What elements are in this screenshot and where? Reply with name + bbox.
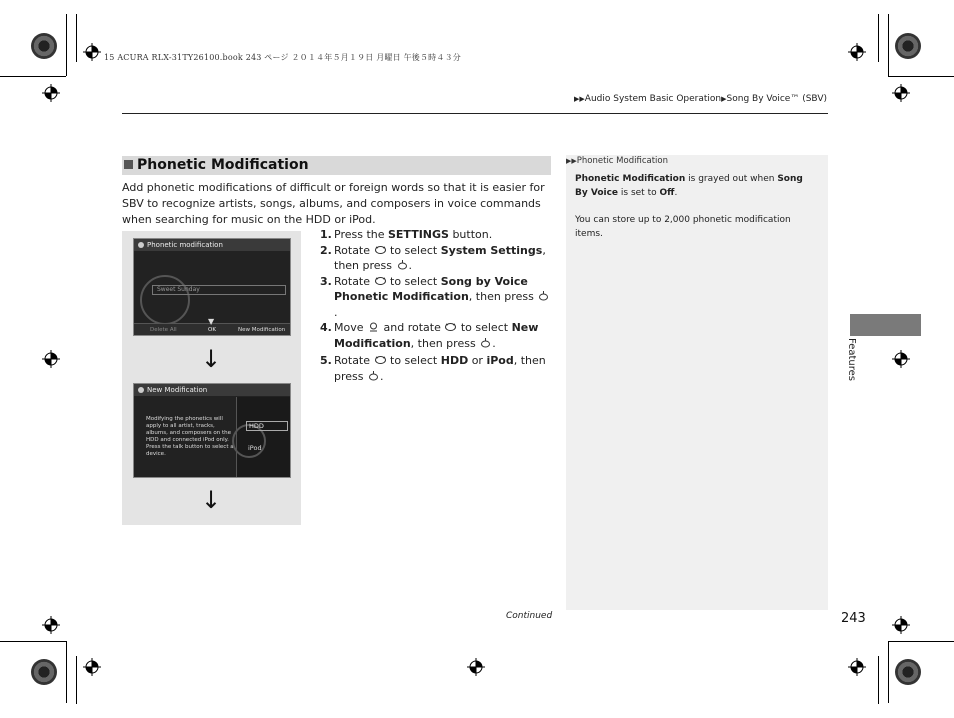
screen-header: Phonetic modification (134, 239, 290, 251)
down-arrow-icon: ↓ (201, 486, 222, 514)
list-item: Sweet Sunday (152, 285, 286, 295)
registration-mark (42, 84, 60, 102)
registration-rosette (895, 659, 921, 685)
step-2: 2. Rotate to select System Settings, then press . (320, 243, 546, 272)
note-arrow-icon: ▶▶ (566, 157, 577, 165)
breadcrumb-arrow-icon: ▶ (721, 95, 727, 103)
press-knob-icon (479, 338, 492, 348)
breadcrumb-arrow-icon: ▶▶ (574, 95, 585, 103)
crop-mark (66, 14, 67, 76)
press-knob-icon (367, 371, 380, 381)
breadcrumb-level2: Song By Voice™ (SBV) (726, 94, 827, 104)
crop-mark (0, 641, 66, 642)
steps-list (320, 227, 552, 384)
option-ipod: iPod (248, 444, 262, 452)
header-rule (122, 113, 828, 114)
move-knob-icon (367, 322, 380, 332)
registration-mark (42, 350, 60, 368)
rotate-knob-icon (374, 276, 387, 286)
intro-paragraph: Add phonetic modifications of difficult or foreign words so that it is easier for SBV to recognize artists, songs, albums, and composers in voice commands when searching for music on the HDD or iPod. (122, 181, 545, 226)
crop-mark (76, 656, 77, 704)
section-heading (122, 156, 551, 175)
crop-mark (888, 14, 889, 76)
continued-label: Continued (506, 611, 553, 621)
step-3: 3. Rotate to select Song by Voice Phonetic Modification, then press . (320, 274, 552, 321)
chapter-tab-label: Features (846, 338, 857, 381)
registration-rosette (895, 33, 921, 59)
registration-mark (892, 350, 910, 368)
step-1: 1. Press the SETTINGS button. (320, 228, 493, 241)
registration-rosette (31, 33, 57, 59)
crop-mark (878, 14, 879, 62)
screen-phonetic-modification (133, 238, 291, 336)
press-knob-icon (396, 260, 409, 270)
crop-mark (888, 76, 954, 77)
rotate-knob-icon (374, 355, 387, 365)
crop-mark (888, 641, 954, 642)
crop-mark (888, 641, 889, 703)
breadcrumb (574, 94, 827, 104)
rotate-knob-icon (444, 322, 457, 332)
registration-mark (848, 658, 866, 676)
registration-mark (83, 43, 101, 61)
crop-mark (76, 14, 77, 62)
press-knob-icon (537, 291, 550, 301)
screen-header: New Modification (134, 384, 290, 396)
crop-mark (878, 656, 879, 704)
cursor-down-icon: ▼ (208, 317, 215, 326)
dial-graphic (140, 275, 190, 325)
rotate-knob-icon (374, 245, 387, 255)
chapter-tab (850, 314, 921, 336)
print-info-line: 15 ACURA RLX-31TY26100.book 243 ページ ２０１４年５月１９日 月曜日 午後５時４３分 (104, 53, 461, 62)
registration-mark (892, 84, 910, 102)
registration-mark (83, 658, 101, 676)
screen-new-modification (133, 383, 291, 478)
section-square-icon (124, 160, 133, 169)
step-4: 4. Move and rotate to select New Modification, then press . (320, 321, 539, 350)
sidebar-paragraph-2: You can store up to 2,000 phonetic modification items. (575, 215, 791, 239)
delete-all-button: Delete All (150, 327, 177, 333)
page-number: 243 (841, 611, 866, 626)
breadcrumb-level1: Audio System Basic Operation (584, 94, 722, 104)
option-hdd: HDD (246, 421, 288, 431)
registration-mark (467, 658, 485, 676)
step-5: 5. Rotate to select HDD or iPod, then press . (320, 354, 546, 383)
registration-mark (42, 616, 60, 634)
sidebar-heading: ▶▶Phonetic Modification (566, 156, 668, 166)
sidebar-paragraph-1: Phonetic Modification is grayed out when Song By Voice is set to Off. (575, 174, 803, 198)
notes-sidebar (566, 155, 828, 610)
registration-mark (848, 43, 866, 61)
ok-button: OK (208, 327, 216, 333)
registration-rosette (31, 659, 57, 685)
new-modification-button: New Modification (238, 327, 286, 333)
crop-mark (66, 641, 67, 703)
screen-figure (122, 231, 301, 525)
section-title: Phonetic Modification (137, 157, 309, 173)
crop-mark (0, 76, 66, 77)
modification-notice: Modifying the phonetics will apply to all artist, tracks, albums, and composers on the HDD and connected iPod only. Press the talk button to select a device. (146, 416, 234, 457)
registration-mark (892, 616, 910, 634)
down-arrow-icon: ↓ (201, 345, 222, 373)
